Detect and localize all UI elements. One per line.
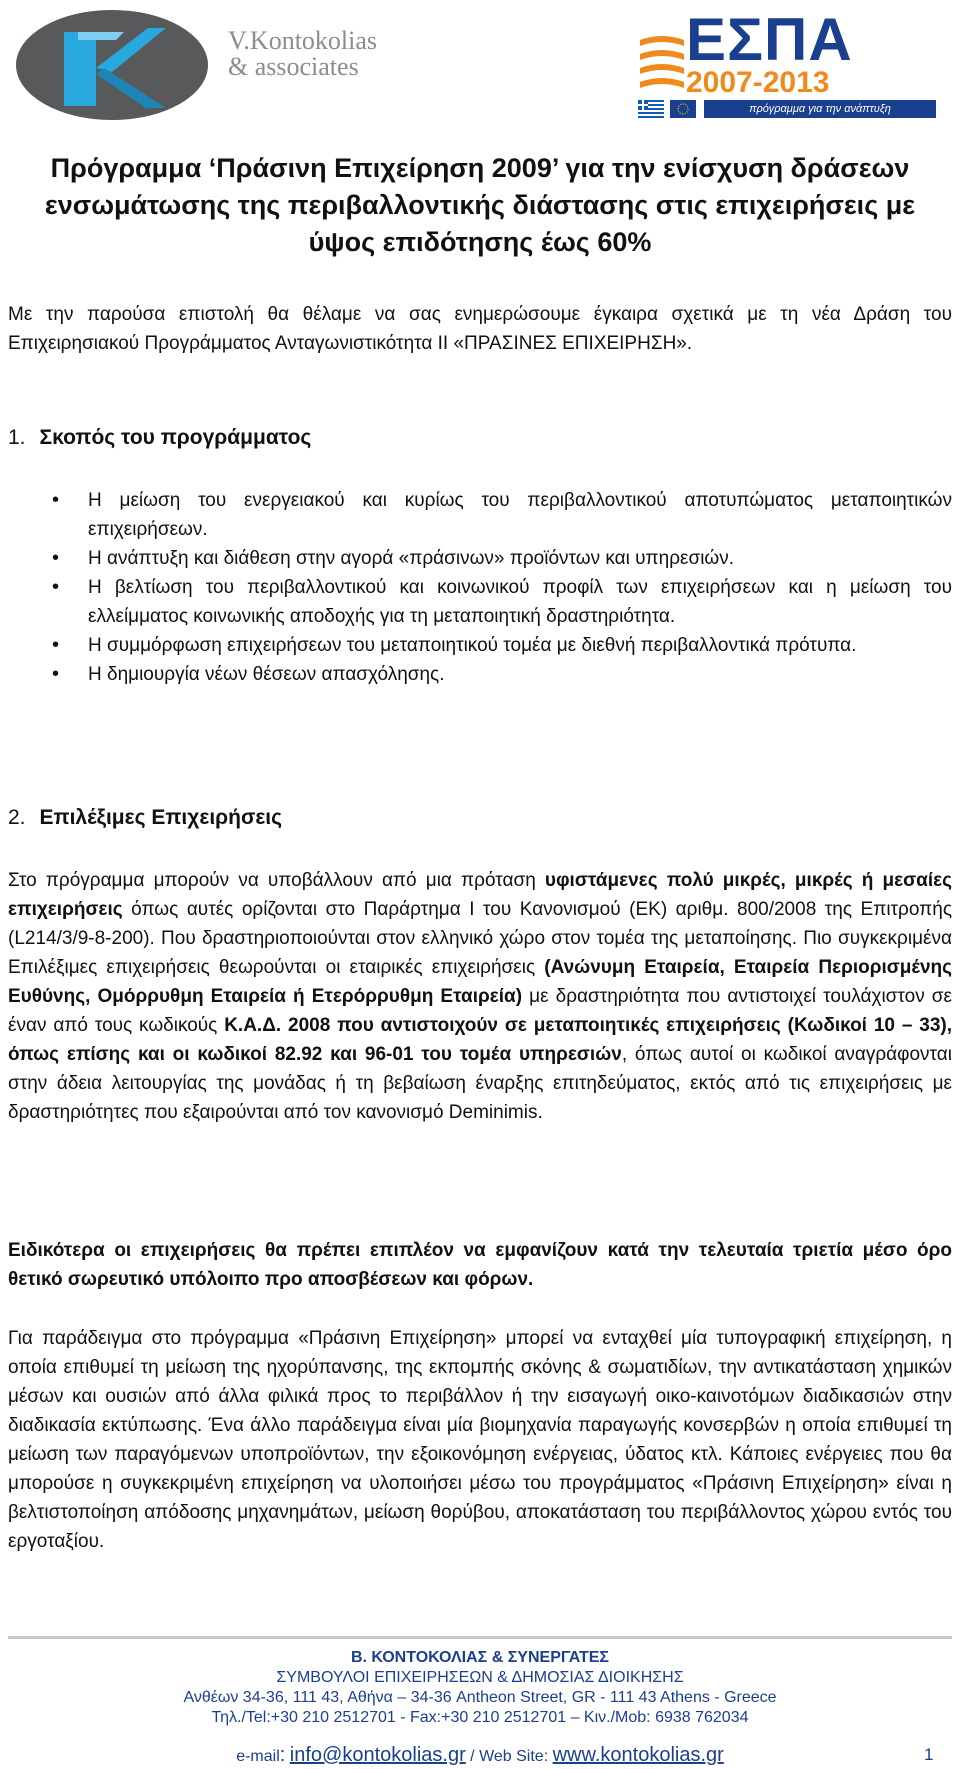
email-colon: : [279, 1744, 286, 1766]
title-line-2: ενσωμάτωσης της περιβαλλοντικής διάστασης στις επιχειρήσεις με [44, 190, 916, 220]
list-item: • Η μείωση του ενεργειακού και κυρίως του περιβαλλοντικού αποτυπώματος μεταποιητικών επιχειρήσεων. [50, 486, 952, 544]
eu-flag-icon [670, 100, 696, 118]
section-1-heading [8, 424, 311, 452]
section-2-heading [8, 804, 282, 832]
title-line-3: ύψος επιδότησης έως 60% [308, 227, 652, 257]
footer [0, 1648, 960, 1728]
section-1-number: 1. [8, 426, 26, 449]
eligibility-text-c: όπως αυτές ορίζονται στο Παράρτημα Ι του Κανονισμού (ΕΚ) αριθμ. 800/2008 της Επιτροπής (L214/3/9-8-200). Που δραστηριοποιούνται στον ελληνικό χώρο στον τομέα της μεταποίησης. Πιο συγκεκριμένα Επιλέξιμες επιχειρήσεις θεωρούνται οι εταιρικές επιχειρήσεις [8, 899, 952, 978]
espa-stripes-icon [638, 32, 686, 92]
web-label: Web Site: [479, 1748, 549, 1765]
espa-tagline: πρόγραμμα για την ανάπτυξη [704, 100, 936, 118]
title-line-1: Πρόγραμμα ‘Πράσινη Επιχείρηση 2009’ για την ενίσχυση δράσεων [50, 153, 910, 183]
footer-subtitle: ΣΥΜΒΟΥΛΟΙ ΕΠΙΧΕΙΡΗΣΕΩΝ & ΔΗΜΟΣΙΑΣ ΔΙΟΙΚΗΣΗΣ [276, 1669, 684, 1686]
eligibility-bold-d: (Ανώνυμη Εταιρεία, Εταιρεία Περιορισμένης Ευθύνης, Ομόρρυθμη Εταιρεία ή Ετερόρρυθμη Εταιρεία) [8, 957, 953, 1007]
eligibility-bold-f: Κ.Α.Δ. 2008 που αντιστοιχούν σε μεταποιητικές επιχειρήσεις (Κωδικοί 10 – 33), όπως επίσης και οι κωδικοί 82.92 και 96-01 του τομέα υπηρεσιών [8, 1015, 952, 1065]
page-number: 1 [924, 1745, 934, 1764]
espa-logo [638, 6, 938, 120]
k-letter-icon [16, 10, 208, 120]
list-item: • Η συμμόρφωση επιχειρήσεων του μεταποιητικού τομέα με διεθνή περιβαλλοντικά πρότυπα. [50, 631, 952, 660]
firm-name-line1: V.Kontokolias [228, 26, 378, 55]
logo-circle [16, 10, 208, 120]
intro-paragraph: Με την παρούσα επιστολή θα θέλαμε να σας ενημερώσουμε έγκαιρα σχετικά με τη νέα Δράση του Επιχειρησιακού Προγράμματος Ανταγωνιστικότητα ΙΙ «ΠΡΑΣΙΝΕΣ ΕΠΙΧΕΙΡΗΣΗ». [8, 304, 952, 354]
example-paragraph: Για παράδειγμα στο πρόγραμμα «Πράσινη Επιχείρηση» μπορεί να ενταχθεί μία τυπογραφική επιχείρηση, η οποία επιθυμεί τη μείωση της ηχορύπανσης, της εκπομπής σκόνης & σωματιδίων, την αντικατάσταση χημικών μέσων και ουσιών από άλλα φιλικά προς το περιβάλλον ή την εισαγωγή οικο-καινοτόμων διαδικασιών στην διαδικασία εκτύπωσης. Ένα άλλο παράδειγμα είναι μία βιομηχανία παραγωγής κονσερβών η οποία επιθυμεί τη μείωση των παραγόμενων υποπροϊόντων, την εξοικονόμηση ενέργειας, ύδατος κτλ. Κάποιες ενέργειες που θα μπορούσε η συγκεκριμένη επιχείρηση να υλοποιήσει μέσω του προγράμματος «Πράσινη Επιχείρηση» είναι η βελτιστοποίηση απόδοσης μηχανημάτων, μείωση θορύβου, αποκατάσταση του περιβάλλοντος χώρου εντός του εργοταξίου. [8, 1328, 952, 1552]
kontokolias-logo [16, 10, 446, 120]
firm-name [228, 28, 377, 80]
section-2-number: 2. [8, 806, 26, 829]
website-link[interactable]: www.kontokolias.gr [552, 1744, 724, 1766]
footer-contact [0, 1744, 960, 1768]
eligibility-text-e: με δραστηριότητα που αντιστοιχεί τουλάχιστον σε έναν από τους κωδικούς [8, 986, 952, 1036]
email-link[interactable]: info@kontokolias.gr [289, 1744, 466, 1766]
espa-word: ΕΣΠΑ [686, 6, 853, 73]
document-title [20, 150, 940, 261]
eligibility-bold-b: υφιστάμενες πολύ μικρές, μικρές ή μεσαίες επιχειρήσεις [8, 870, 952, 920]
footer-company: Β. ΚΟΝΤΟΚΟΛΙΑΣ & ΣΥΝΕΡΓΑΤΕΣ [350, 1649, 610, 1666]
greek-flag-icon [638, 100, 664, 118]
list-item: • Η ανάπτυξη και διάθεση στην αγορά «πράσινων» προϊόντων και υπηρεσιών. [50, 544, 952, 573]
list-item: • Η βελτίωση του περιβαλλοντικού και κοινωνικού προφίλ των επιχειρήσεων και η μείωση του ελλείμματος κοινωνικής αποδοχής για τη μεταποιητική δραστηριότητα. [50, 573, 952, 631]
section-2-title: Επιλέξιμες Επιχειρήσεις [39, 806, 283, 829]
footer-phones: Τηλ./Tel:+30 210 2512701 - Fax:+30 210 2512701 – Κιν./Mob: 6938 762034 [211, 1709, 749, 1726]
eligibility-text-g: , όπως αυτοί οι κωδικοί αναγράφονται στην άδεια λειτουργίας της μονάδας ή τη βεβαίωση έναρξης επιτηδεύματος, εκτός από τις επιχειρήσεις με δραστηριότητες που εξαιρούνται από τον κανονισμό Deminimis. [8, 1044, 952, 1123]
eligibility-paragraph [8, 866, 952, 1127]
footer-divider [8, 1636, 952, 1639]
email-label: e-mail [236, 1748, 280, 1765]
footer-address: Ανθέων 34-36, 111 43, Αθήνα – 34-36 Antheon Street, GR - 111 43 Athens - Greece [183, 1689, 777, 1706]
espa-years: 2007-2013 [686, 66, 830, 99]
profit-requirement-note: Ειδικότερα οι επιχειρήσεις θα πρέπει επιπλέον να εμφανίζουν κατά την τελευταία τριετία μέσο όρο θετικό σωρευτικό υπόλοιπο προ αποσβέσεων και φόρων. [8, 1240, 952, 1290]
goals-list [50, 486, 952, 689]
footer-separator: / [465, 1748, 480, 1765]
list-item: • Η δημιουργία νέων θέσεων απασχόλησης. [50, 660, 952, 689]
section-1-title: Σκοπός του προγράμματος [39, 426, 312, 449]
firm-name-line2: & associates [228, 52, 359, 81]
eligibility-text-a: Στο πρόγραμμα μπορούν να υποβάλλουν από μια πρόταση [8, 870, 545, 891]
